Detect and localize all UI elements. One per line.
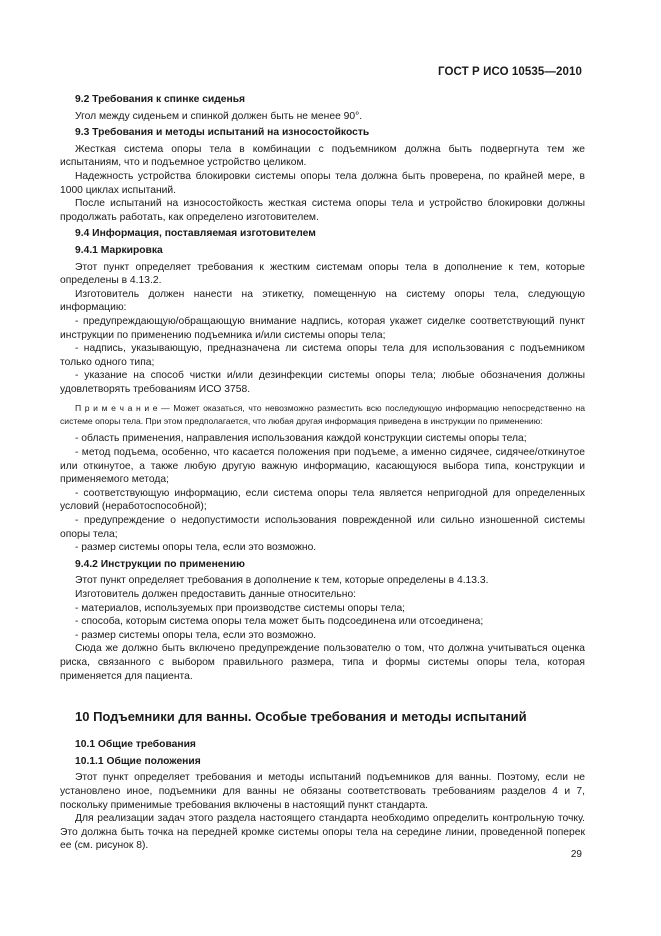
paragraph: Для реализации задач этого раздела настоящего стандарта необходимо определить контрольную точку. Это должна быть точка на передней кромке системы опоры тела на середине линии, проведенной поперек ее (см. рисунок 8). bbox=[60, 813, 585, 852]
paragraph: Этот пункт определяет требования и методы испытаний подъемников для ванны. Поэтому, если не установлено иное, подъемники для ванны не обязаны соответствовать требованиям разделов 4 и 7, поскольку применимые требования включены в настоящий пункт стандарта. bbox=[60, 772, 585, 811]
paragraph: Сюда же должно быть включено предупреждение пользователю о том, что должна учитываться оценка риска, связанного с выбором правильного размера, типа и формы системы опоры тела, которая применяется для пациента. bbox=[60, 643, 585, 682]
list-item: - указание на способ чистки и/или дезинфекции системы опоры тела; любые обозначения должны удовлетворять требованиям ИСО 3758. bbox=[60, 370, 585, 395]
list-item: - соответствующую информацию, если система опоры тела является непригодной для определенных условий (неработоспособной); bbox=[60, 487, 585, 513]
heading-9-3: 9.3 Требования и методы испытаний на износостойкость bbox=[75, 127, 370, 139]
heading-9-2: 9.2 Требования к спинке сиденья bbox=[75, 94, 246, 105]
paragraph: Этот пункт определяет требования в дополнение к тем, которые определены в 4.13.3. bbox=[75, 575, 489, 587]
heading-10-1-1: 10.1.1 Общие положения bbox=[75, 755, 201, 767]
list-item: - размер системы опоры тела, если это возможно. bbox=[75, 542, 317, 554]
list-item: - материалов, используемых при производстве системы опоры тела; bbox=[75, 602, 406, 614]
heading-9-4: 9.4 Информация, поставляемая изготовителем bbox=[75, 228, 316, 240]
paragraph: Угол между сиденьем и спинкой должен быть не менее 90°. bbox=[75, 110, 363, 122]
note: П р и м е ч а н и е — Может оказаться, что невозможно разместить всю последующую информацию непосредственно на системе опоры тела. При этом предполагается, что любая другая информация приведена в инструкции по применению: bbox=[60, 403, 585, 427]
heading-9-4-1: 9.4.1 Маркировка bbox=[75, 244, 163, 256]
paragraph: Этот пункт определяет требования к жестким системам опоры тела в дополнение к тем, которые определены в 4.13.2. bbox=[60, 261, 585, 287]
heading-9-4-2: 9.4.2 Инструкции по применению bbox=[75, 558, 245, 570]
list-item: - размер системы опоры тела, если это возможно. bbox=[75, 629, 317, 641]
list-item: - надпись, указывающую, предназначена ли система опоры тела для использования с подъемником только одного типа; bbox=[60, 343, 585, 368]
list-item: - предупреждение о недопустимости использования поврежденной или сильно изношенной системы опоры тела; bbox=[60, 515, 585, 540]
section-10-heading: 10 Подъемники для ванны. Особые требования и методы испытаний bbox=[75, 709, 527, 725]
list-item: - предупреждающую/обращающую внимание надпись, которая укажет сиделке соответствующий пункт инструкции по применению подъемника и/или системы опоры тела; bbox=[60, 315, 585, 341]
paragraph: Надежность устройства блокировки системы опоры тела должна быть проверена, по крайней мере, в 1000 циклах испытаний. bbox=[60, 170, 585, 196]
heading-10-1: 10.1 Общие требования bbox=[75, 739, 196, 751]
paragraph: После испытаний на износостойкость жесткая система опоры тела и устройство блокировки должны продолжать работать, как определено изготовителем. bbox=[60, 198, 585, 223]
paragraph: Жесткая система опоры тела в комбинации с подъемником должна быть подвергнута тем же испытаниям, что и подъемное устройство целиком. bbox=[60, 143, 585, 169]
page-number: 29 bbox=[570, 849, 582, 860]
list-item: - область применения, направления использования каждой конструкции системы опоры тела; bbox=[75, 433, 527, 445]
paragraph: Изготовитель должен предоставить данные относительно: bbox=[75, 589, 357, 600]
document-header: ГОСТ Р ИСО 10535—2010 bbox=[437, 66, 582, 78]
list-item: - способа, которым система опоры тела может быть подсоединена или отсоединена; bbox=[75, 616, 484, 628]
document-body bbox=[60, 93, 585, 853]
paragraph: Изготовитель должен нанести на этикетку, помещенную на систему опоры тела, следующую информацию: bbox=[60, 288, 585, 314]
list-item: - метод подъема, особенно, что касается положения при подъеме, а именно сидячее, сидячее/откинутое или откинутое, а также любую другую важную информацию, касающуюся выбора типа, конструкции и применяемого метода; bbox=[60, 447, 585, 486]
